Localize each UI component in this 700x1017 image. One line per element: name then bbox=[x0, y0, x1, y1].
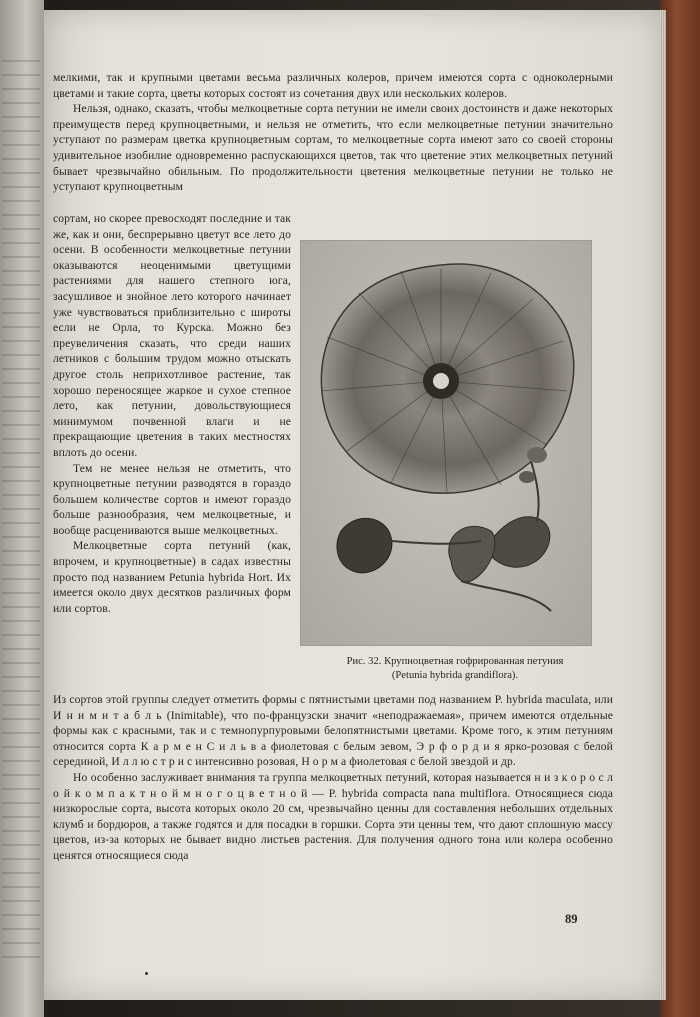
paragraph: Тем не менее нельзя не отметить, что крупноцветные петунии разводятся в гораздо большем количестве сортов и имеют гораздо больше разнообразия, чем мелкоцветные, и вообще расцениваются выше мелкоцветных. bbox=[53, 461, 291, 537]
petunia-illustration bbox=[300, 240, 592, 646]
paragraph: Нельзя, однако, сказать, чтобы мелкоцветные сорта петунии не имели своих достоинств и даже некоторых преимуществ перед крупноцветными, и нельзя не отметить, что если мелкоцветные петунии значительно уступают по размерам цветка крупноцветным сортам, то мелкоцветные сорта имеют зато со своей стороны удивительное изобилие одновременно распускающихся цветов, так что цветение этих мелкоцветных петуний бывает чрезвычайно обильным. По продолжительности цветения мелкоцветные петунии не только не уступают крупноцветным bbox=[53, 102, 613, 194]
speck bbox=[145, 972, 148, 975]
left-column-text bbox=[53, 211, 291, 616]
figure-caption-latin: (Petunia hybrida grandiflora). bbox=[391, 670, 519, 681]
figure-caption bbox=[300, 655, 610, 683]
page-edges bbox=[660, 10, 666, 1000]
paragraph: Но особенно заслуживает внимания та группа мелкоцветных петуний, которая называется н и з к о р о с л о й к о м п а к т н о й м н о г о ц в е т н о й — P. hybrida compacta nana multiflora. Относящиеся сюда низкорослые сорта, высота которых около 20 см, чрезвычайно ценны для составления небольших отдельных клумб и бордюров, а также годятся и для посадки в горшки. Сорта эти ценны тем, что дают сплошную массу цветов, из-за которых не бывает видно листьев растения. Для получения одного тона или колера особенно ценятся относящиеся сюда bbox=[53, 770, 613, 862]
paragraph-continuation: мелкими, так и крупными цветами весьма различных колеров, причем имеются сорта с одноколерными цветами и такие сорта, цветы которых состоят из сочетания двух или нескольких колеров. bbox=[53, 71, 613, 100]
paragraph: Мелкоцветные сорта петуний (как, впрочем, и крупноцветные) в садах известны просто под названием Petunia hybrida Hort. Их имеется около двух десятков различных форм или сортов. bbox=[53, 539, 291, 615]
paragraph: сортам, но скорее превосходят последние и так же, как и они, беспрерывно цветут все лето до осени. В особенности мелкоцветные петунии оказываются неоценимыми цветущими растениями для нашего степного юга, засушливое и знойное лето которого начинает уже чувствоваться приблизительно с широты если не Орла, то Курска. Можно без преувеличения сказать, что среди наших летников с большим трудом можно отыскать другое столь неприхотливое растение, так хорошо переносящее жаркое и сухое степное лето, как петунии, довольствующиеся минимумом почвенной влаги и не прекращающие цветения в таких местностях вплоть до осени. bbox=[53, 212, 291, 459]
book-cover bbox=[660, 0, 700, 1017]
paragraph-continuation: Из сортов этой группы следует отметить формы с пятнистыми цветами под названием P. hybrida maculata, или И н и м и т а б л ь (Inimitable), что по-французски значит «неподражаемая», причем имеются отдельные формы как с красными, так и с темнопурпуровыми белопятнистыми цветами. Кроме того, к этим петуниям относится сорта К а р м е н С и л ь в а фиолетовая с белым зевом, Э р ф о р д и я ярко-розовая с белой серединой, И л л ю с т р и с интенсивно розовая, Н о р м а фиолетовая с белой звездой и др. bbox=[53, 693, 613, 769]
left-page-edge bbox=[0, 0, 44, 1017]
top-paragraphs bbox=[53, 70, 613, 195]
figure-caption-text: Рис. 32. Крупноцветная гофрированная петуния bbox=[346, 656, 564, 667]
page-number: 89 bbox=[565, 912, 578, 926]
petunia-flower-drawing bbox=[301, 241, 591, 645]
bottom-paragraphs bbox=[53, 692, 613, 864]
